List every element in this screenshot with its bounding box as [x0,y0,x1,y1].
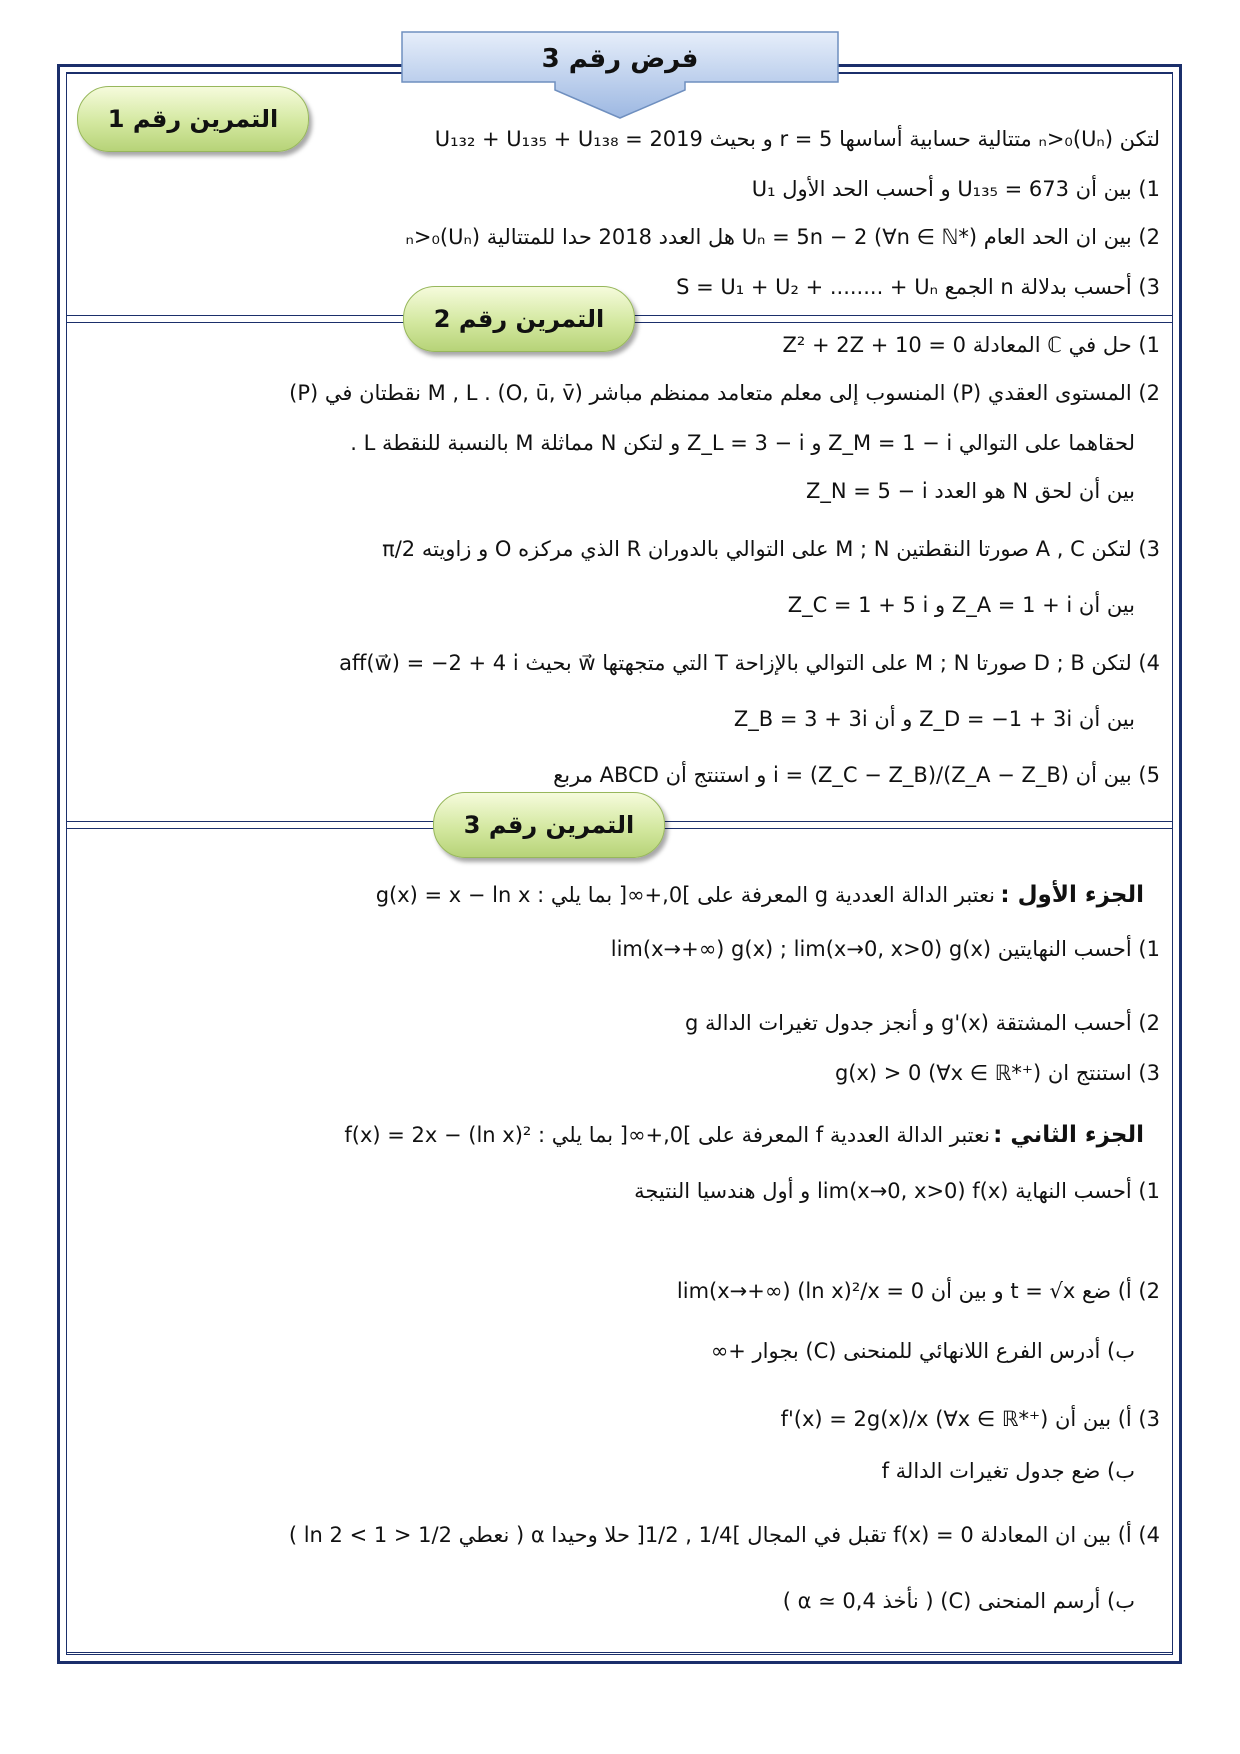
ex3-part2-q3b: ب) ضع جدول تغيرات الدالة f [881,1459,1135,1483]
ex2-q2-line3: بين أن لحق N هو العدد Z_N = 5 − i [805,479,1135,503]
ex3-part2-q2a: 2) أ) ضع t = √x و بين أن lim(x→+∞) (ln x)²/x = 0 [676,1279,1160,1303]
ex1-q1: 1) بين أن U₁₃₅ = 673 و أحسب الحد الأول U₁ [751,177,1160,201]
ex3-part1-title: الجزء الأول : [1000,882,1144,908]
exam-title: فرض رقم 3 [541,44,699,74]
exercise-2-label: التمرين رقم 2 [403,286,635,352]
ex2-q2-line2: لحقاهما على التوالي Z_M = 1 − i و Z_L = 3 − i و لتكن N مماثلة M بالنسبة للنقطة L . [350,431,1135,455]
ex3-part2-q2b: ب) أدرس الفرع اللانهائي للمنحنى (C) بجوار +∞ [710,1339,1135,1363]
ex3-part2-q4b: ب) أرسم المنحنى (C) ( نأخذ α ≃ 0,4 ) [782,1589,1135,1613]
ex2-q5: 5) بين أن (Z_A − Z_B)/(Z_C − Z_B) = i و استنتج أن ABCD مربع [553,763,1160,787]
ex2-q3-line2: بين أن Z_A = 1 + i و Z_C = 1 + 5 i [787,593,1135,617]
ex3-part1-q3: 3) استنتج ان g(x) > 0 (∀x ∈ ℝ*⁺) [834,1061,1160,1085]
ex3-part1-q2: 2) أحسب المشتقة g'(x) و أنجز جدول تغيرات الدالة g [684,1011,1160,1035]
ex1-q2: 2) بين ان الحد العام Uₙ = 5n − 2 (∀n ∈ ℕ*) هل العدد 2018 حدا للمتتالية (Uₙ)ₙ>₀ [405,225,1160,249]
title-banner [400,30,840,122]
exercise-1-label: التمرين رقم 1 [77,86,309,152]
ex2-q1: 1) حل في ℂ المعادلة Z² + 2Z + 10 = 0 [782,333,1160,357]
ex3-part2-q1: 1) أحسب النهاية lim(x→0, x>0) f(x) و أول هندسيا النتيجة [634,1179,1160,1203]
ex3-part2-intro: نعتبر الدالة العددية f المعرفة على ]0,+∞[ بما يلي : f(x) = 2x − (ln x)² [344,1123,990,1147]
ex3-part1-q1: 1) أحسب النهايتين lim(x→+∞) g(x) ; lim(x→0, x>0) g(x) [610,937,1160,961]
ex1-intro: لتكن (Uₙ)ₙ>₀ متتالية حسابية أساسها r = 5 و بحيث U₁₃₂ + U₁₃₅ + U₁₃₈ = 2019 [434,127,1160,151]
ex2-q4: 4) لتكن D ; B صورتا M ; N على التوالي بالإزاحة T التي متجهتها w⃗ بحيث aff(w⃗) = −2 + 4 i [339,651,1160,675]
ex3-part2-q4a: 4) أ) بين ان المعادلة f(x) = 0 تقبل في المجال ]1/4 , 1/2[ حلا وحيدا α ( نعطي 1/2 < ln 2 < 1 ) [288,1523,1160,1547]
ex3-part1-intro: نعتبر الدالة العددية g المعرفة على ]0,+∞[ بما يلي : g(x) = x − ln x [375,883,995,907]
ex2-q2: 2) المستوى العقدي (P) المنسوب إلى معلم متعامد ممنظم مباشر (O, ū, v̄) . M , L نقطتان في (P) [289,381,1160,405]
ex3-part2-q3a: 3) أ) بين أن f'(x) = 2g(x)/x (∀x ∈ ℝ*⁺) [780,1407,1160,1431]
ex2-q3: 3) لتكن A , C صورتا النقطتين M ; N على التوالي بالدوران R الذي مركزه O و زاويته π/2 [382,537,1160,561]
ex1-q3: 3) أحسب بدلالة n الجمع S = U₁ + U₂ + ........ + Uₙ [676,275,1160,299]
exercise-3-label: التمرين رقم 3 [433,792,665,858]
ex2-q4-line2: بين أن Z_D = −1 + 3i و أن Z_B = 3 + 3i [733,707,1135,731]
ex3-part2-title: الجزء الثاني : [993,1122,1144,1148]
